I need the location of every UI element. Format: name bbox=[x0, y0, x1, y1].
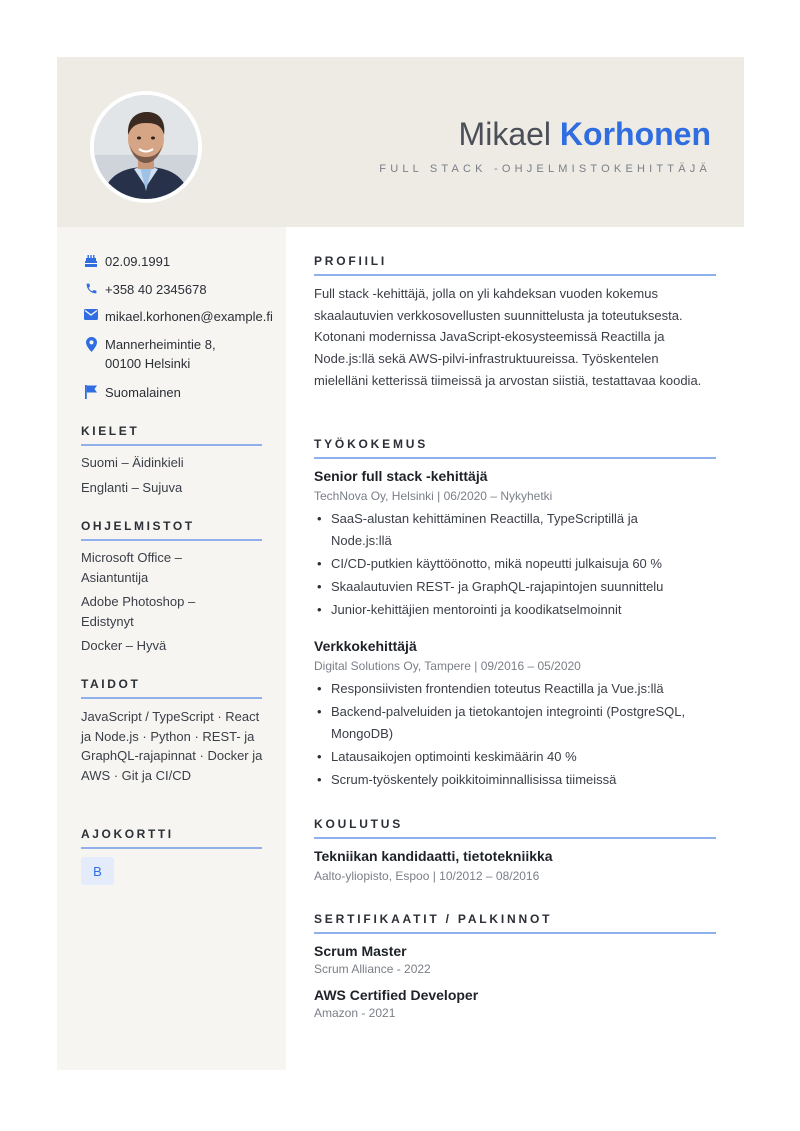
job-title: Senior full stack -kehittäjä bbox=[314, 468, 488, 484]
contact-email[interactable]: mikael.korhonen@example.fi bbox=[81, 307, 286, 326]
location-icon bbox=[81, 335, 101, 352]
software-list bbox=[81, 548, 271, 656]
software-item: Microsoft Office – Asiantuntija bbox=[81, 550, 182, 585]
job-meta: TechNova Oy, Helsinki | 06/2020 – Nykyhetki bbox=[314, 489, 553, 503]
software-title: OHJELMISTOT bbox=[81, 519, 262, 541]
certificate-meta: Scrum Alliance - 2022 bbox=[314, 962, 431, 976]
phone-icon bbox=[81, 280, 101, 295]
job-bullets bbox=[314, 678, 716, 792]
list-item: • Scrum-työskentely poikkitoiminnallisissa tiimeissä bbox=[314, 769, 716, 791]
portrait-image bbox=[94, 95, 198, 199]
first-name: Mikael bbox=[458, 116, 552, 152]
education-title: KOULUTUS bbox=[314, 817, 716, 839]
email-icon bbox=[81, 307, 101, 320]
software-item: Adobe Photoshop – Edistynyt bbox=[81, 594, 196, 629]
list-item: • Junior-kehittäjien mentorointi ja koodikatselmoinnit bbox=[314, 599, 716, 621]
flag-icon bbox=[81, 383, 101, 399]
list-item: • Backend-palveluiden ja tietokantojen integrointi (PostgreSQL, MongoDB) bbox=[314, 701, 716, 744]
certificate-name: Scrum Master bbox=[314, 943, 407, 959]
contact-phone[interactable]: +358 40 2345678 bbox=[81, 280, 286, 299]
header bbox=[57, 57, 744, 227]
contact-nationality: Suomalainen bbox=[81, 383, 286, 402]
job-title: Verkkokehittäjä bbox=[314, 638, 417, 654]
list-item: • SaaS-alustan kehittäminen Reactilla, TypeScriptillä ja Node.js:llä bbox=[314, 508, 674, 551]
list-item: • CI/CD-putkien käyttöönotto, mikä nopeutti julkaisuja 60 % bbox=[314, 553, 716, 575]
certificate-meta: Amazon - 2021 bbox=[314, 1006, 396, 1020]
sidebar bbox=[57, 227, 286, 1070]
job-meta: Digital Solutions Oy, Tampere | 09/2016 – 05/2020 bbox=[314, 659, 581, 673]
profile-photo bbox=[90, 91, 202, 203]
certificate-name: AWS Certified Developer bbox=[314, 987, 479, 1003]
software-item: Docker – Hyvä bbox=[81, 638, 167, 653]
job-role: FULL STACK -OHJELMISTOKEHITTÄJÄ bbox=[379, 163, 711, 175]
license-badge: B bbox=[81, 857, 114, 885]
experience-title: TYÖKOKEMUS bbox=[314, 437, 716, 459]
profile-text: Full stack -kehittäjä, jolla on yli kahdeksan vuoden kokemus skaalautuvien verkkosovellusten suunnittelusta ja toteutuksesta. Kotonani modernissa JavaScript-ekosysteemissä Reactilla ja Node.js:llä sekä AWS-pilvi-infrastruktuureissa. Työskentelen mielelläni ketterissä tiimeissä ja arvostan siistiä, testattavaa koodia. bbox=[314, 286, 702, 388]
language-item: Suomi – Äidinkieli bbox=[81, 455, 184, 470]
skills-title: TAIDOT bbox=[81, 677, 262, 699]
skills-text: JavaScript / TypeScript · React ja Node.js · Python · REST- ja GraphQL-rajapinnat · Docker ja AWS · Git ja CI/CD bbox=[81, 709, 263, 783]
license-title: AJOKORTTI bbox=[81, 827, 262, 849]
resume-page bbox=[57, 57, 744, 1070]
full-name bbox=[459, 115, 711, 153]
contact-birthdate: 02.09.1991 bbox=[81, 252, 286, 271]
language-item: Englanti – Sujuva bbox=[81, 479, 183, 495]
main-content bbox=[286, 227, 744, 1070]
languages-title: KIELET bbox=[81, 424, 262, 446]
contact-address: Mannerheimintie 8, 00100 Helsinki bbox=[81, 335, 286, 373]
certificates-title: SERTIFIKAATIT / PALKINNOT bbox=[314, 912, 716, 934]
education-meta: Aalto-yliopisto, Espoo | 10/2012 – 08/2016 bbox=[314, 869, 540, 883]
degree-title: Tekniikan kandidaatti, tietotekniikka bbox=[314, 848, 553, 864]
job-bullets bbox=[314, 508, 716, 622]
last-name: Korhonen bbox=[559, 116, 711, 152]
list-item: • Latausaikojen optimointi keskimäärin 40 % bbox=[314, 746, 716, 768]
profile-title: PROFIILI bbox=[314, 254, 716, 276]
cake-icon bbox=[81, 252, 101, 267]
languages-list bbox=[81, 453, 271, 497]
list-item: • Responsiivisten frontendien toteutus Reactilla ja Vue.js:llä bbox=[314, 678, 716, 700]
list-item: • Skaalautuvien REST- ja GraphQL-rajapintojen suunnittelu bbox=[314, 576, 716, 598]
